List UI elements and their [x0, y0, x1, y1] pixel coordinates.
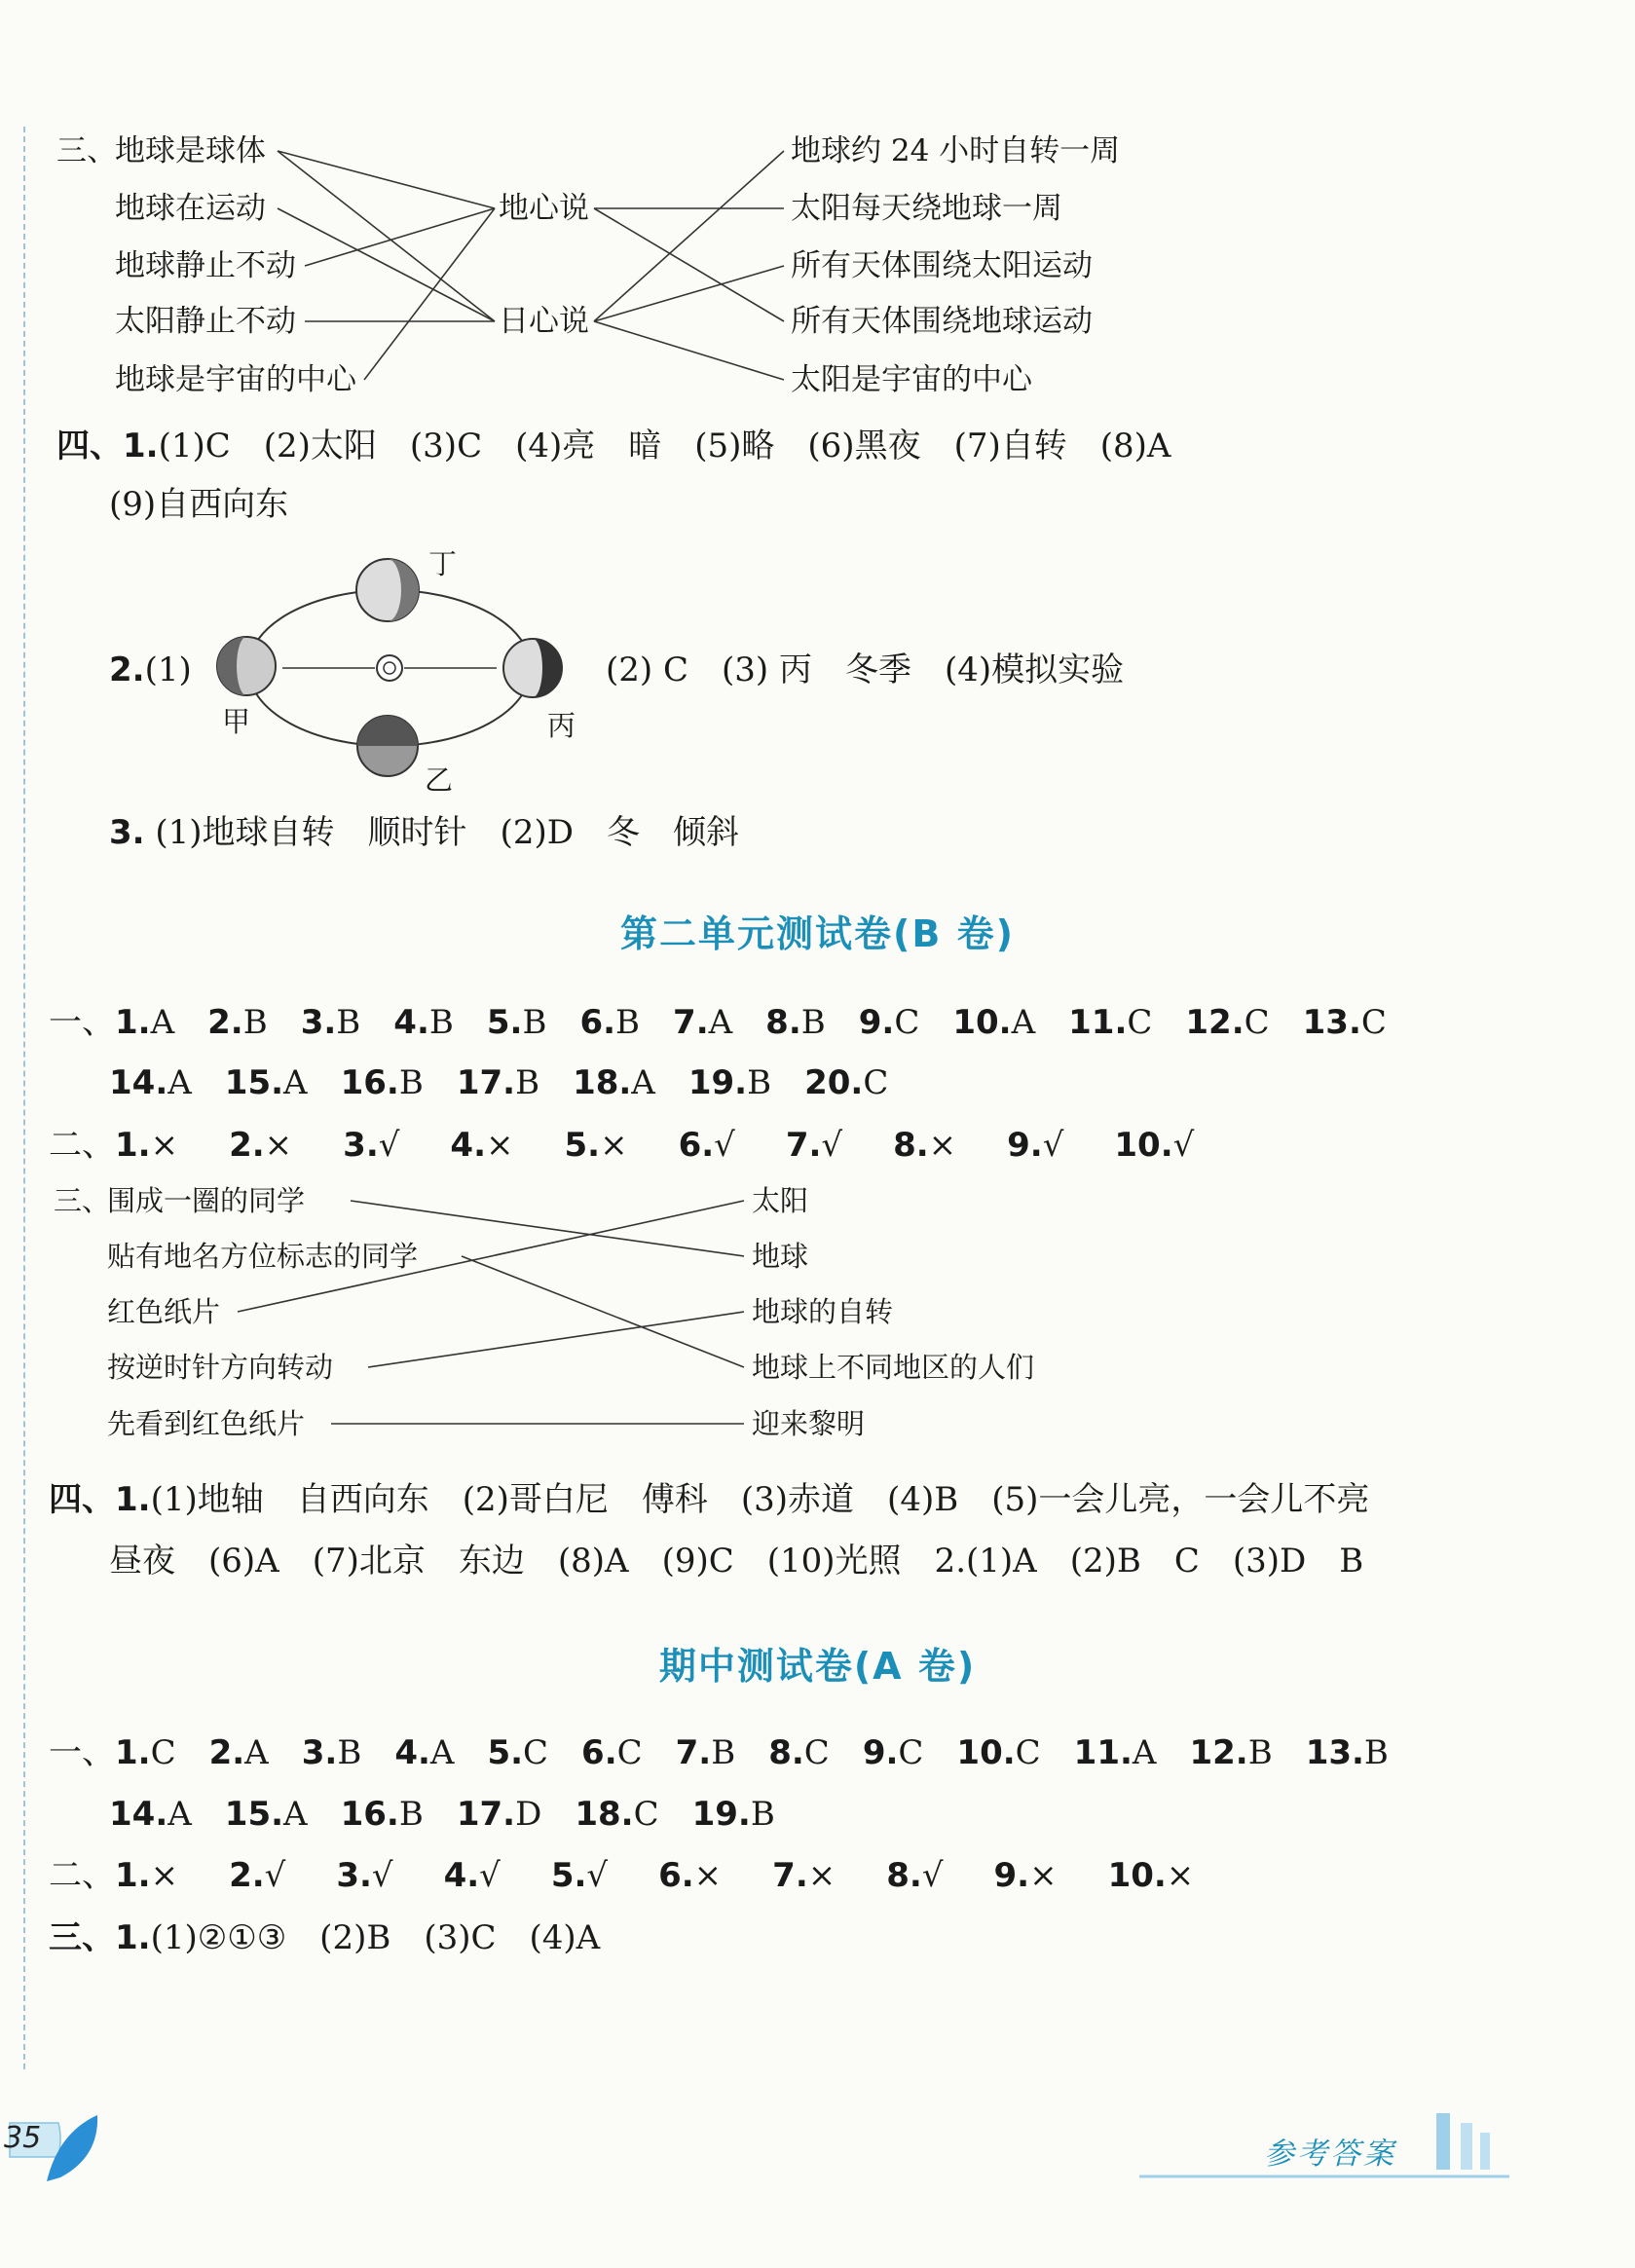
match-left-item: 红色纸片	[107, 1295, 221, 1328]
s3-sec2-row: 二、1.× 2.√ 3.√ 4.√ 5.√ 6.× 7.× 8.√ 9.× 10.×	[49, 1856, 1195, 1895]
match-right-item: 所有天体围绕太阳运动	[791, 248, 1093, 283]
q2-answer: (2) C (3) 丙 冬季 (4)模拟实验	[606, 651, 1125, 689]
earth-orbit-diagram	[217, 559, 562, 776]
answer-item: 2.A	[208, 1733, 269, 1772]
match-line	[278, 151, 495, 208]
match-line	[278, 151, 495, 321]
match-right-item: 地球的自转	[752, 1295, 894, 1328]
match-line	[594, 208, 784, 321]
answer-item: 14.A	[109, 1795, 192, 1834]
answer-item: 1.A	[115, 1003, 175, 1042]
answer-item: 20.C	[804, 1063, 889, 1102]
s2-sec4-line1: 四、1.(1)地轴 自西向东 (2)哥白尼 傅科 (3)赤道 (4)B (5)一会儿亮，一会儿不亮	[49, 1480, 1370, 1519]
q2-label: 2.(1)	[109, 651, 192, 689]
answer-item: 7.×	[772, 1856, 836, 1895]
match-left-item: 贴有地名方位标志的同学	[107, 1240, 419, 1273]
answer-item: 9.×	[993, 1856, 1058, 1895]
page-number: 35	[4, 2121, 42, 2155]
answer-item: 19.B	[691, 1795, 775, 1834]
answer-item: 3.√	[343, 1126, 400, 1165]
answer-item: 9.√	[1007, 1126, 1064, 1165]
answer-item: 3.B	[301, 1733, 362, 1772]
answer-item: 6.×	[658, 1856, 723, 1895]
match-right-item: 地球上不同地区的人们	[752, 1351, 1035, 1384]
orbit-label-yi: 乙	[425, 763, 454, 797]
match-line	[594, 151, 784, 321]
answer-item: 5.×	[564, 1126, 628, 1165]
answer-item: 2.√	[229, 1856, 286, 1895]
answer-item: 16.B	[340, 1063, 424, 1102]
answer-item: 7.B	[675, 1733, 736, 1772]
section-title-unit2-b: 第二单元测试卷(B 卷)	[620, 912, 1015, 955]
answer-item: 10.×	[1107, 1856, 1195, 1895]
answer-item: 4.√	[443, 1856, 501, 1895]
orbit-label-bing: 丙	[547, 709, 576, 742]
answer-item: 11.C	[1068, 1003, 1153, 1042]
answer-item: 6.B	[579, 1003, 641, 1042]
match-line	[462, 1256, 744, 1367]
answer-item: 8.×	[893, 1126, 957, 1165]
s2-sec1-row2	[109, 1063, 888, 1102]
answer-item: 8.√	[886, 1856, 944, 1895]
answer-item: 4.B	[393, 1003, 454, 1042]
s3-sec3-line: 三、1.(1)②①③ (2)B (3)C (4)A	[49, 1918, 601, 1957]
answer-item: 9.C	[862, 1733, 924, 1772]
sun-icon	[377, 655, 402, 681]
answer-item: 6.√	[678, 1126, 735, 1165]
answer-item: 3.√	[336, 1856, 393, 1895]
match-left-item: 围成一圈的同学	[107, 1184, 306, 1217]
s2-sec3-label: 三、	[54, 1184, 111, 1217]
match-right-item: 太阳每天绕地球一周	[791, 191, 1062, 226]
match-right-item: 迎来黎明	[752, 1407, 866, 1440]
footer-label: 参考答案	[1264, 2137, 1396, 2172]
match-left-item: 地球是球体	[115, 133, 266, 168]
answer-item: 2.×	[229, 1126, 293, 1165]
match-left-item: 地球在运动	[115, 191, 266, 226]
answer-item: 9.C	[858, 1003, 920, 1042]
answer-item: 7.A	[673, 1003, 733, 1042]
answer-item: 19.B	[687, 1063, 772, 1102]
answer-item: 10.A	[952, 1003, 1036, 1042]
answer-item: 10.C	[956, 1733, 1041, 1772]
match-left-item: 地球静止不动	[115, 248, 296, 283]
answer-item: 14.A	[109, 1063, 192, 1102]
answer-item: 17.D	[456, 1795, 542, 1834]
answer-item: 1.×	[115, 1126, 179, 1165]
match-left-item: 按逆时针方向转动	[107, 1351, 334, 1384]
answer-item: 15.A	[224, 1063, 308, 1102]
match-mid-item: 日心说	[499, 304, 589, 339]
answer-item: 18.A	[573, 1063, 655, 1102]
match-line	[594, 321, 784, 380]
answer-item: 2.B	[207, 1003, 268, 1042]
sec4-line2: (9)自西向东	[109, 485, 289, 524]
s3-sec1-row2	[109, 1795, 775, 1834]
answer-item: 5.√	[550, 1856, 609, 1895]
answer-item: 12.C	[1185, 1003, 1270, 1042]
answer-item: 13.B	[1305, 1733, 1389, 1772]
orbit-label-jia: 甲	[222, 705, 251, 738]
answer-item: 4.A	[394, 1733, 455, 1772]
answer-item: 6.C	[581, 1733, 643, 1772]
match-right-item: 太阳	[752, 1184, 809, 1217]
match-left-item: 先看到红色纸片	[107, 1407, 306, 1440]
match-line	[368, 1312, 744, 1367]
answer-item: 8.C	[768, 1733, 830, 1772]
match-right-item: 所有天体围绕地球运动	[791, 304, 1093, 339]
s2-sec4-line2: 昼夜 (6)A (7)北京 东边 (8)A (9)C (10)光照 2.(1)A (2)B C (3)D B	[109, 1542, 1364, 1580]
q3-line: 3. (1)地球自转 顺时针 (2)D 冬 倾斜	[109, 813, 739, 852]
s3-sec1-row1: 一、1.C 2.A 3.B 4.A 5.C 6.C 7.B 8.C 9.C 10.C 11.A 12.B 13.B	[49, 1733, 1389, 1772]
answer-item: 10.√	[1114, 1126, 1195, 1165]
answer-item: 11.A	[1073, 1733, 1157, 1772]
answer-item: 16.B	[340, 1795, 424, 1834]
answer-item: 15.A	[224, 1795, 308, 1834]
orbit-label-ding: 丁	[428, 547, 458, 580]
answer-item: 5.B	[486, 1003, 547, 1042]
match-left-item: 太阳静止不动	[115, 304, 296, 339]
section-title-midterm-a: 期中测试卷(A 卷)	[658, 1645, 977, 1688]
answer-item: 5.C	[487, 1733, 549, 1772]
match-right-item: 地球	[752, 1240, 809, 1273]
answer-item: 13.C	[1302, 1003, 1387, 1042]
answer-item: 18.C	[575, 1795, 659, 1834]
answer-item: 7.√	[785, 1126, 843, 1165]
answer-item: 1.×	[115, 1856, 179, 1895]
answer-item: 3.B	[300, 1003, 361, 1042]
s2-sec2-row: 二、1.× 2.× 3.√ 4.× 5.× 6.√ 7.√ 8.× 9.√ 10.√	[49, 1126, 1195, 1165]
sec3-label: 三、	[56, 133, 117, 168]
match-line	[594, 266, 784, 321]
match-right-item: 地球约 24 小时自转一周	[791, 133, 1121, 168]
match-left-item: 地球是宇宙的中心	[115, 362, 356, 397]
answer-item: 17.B	[456, 1063, 540, 1102]
answer-item: 1.C	[115, 1733, 176, 1772]
answer-item: 4.×	[450, 1126, 514, 1165]
match-right-item: 太阳是宇宙的中心	[791, 362, 1032, 397]
answer-item: 8.B	[765, 1003, 826, 1042]
s2-sec1-row1: 一、1.A 2.B 3.B 4.B 5.B 6.B 7.A 8.B 9.C 10.A 11.C 12.C 13.C	[49, 1003, 1387, 1042]
sec4-line1: 四、1.(1)C (2)太阳 (3)C (4)亮 暗 (5)略 (6)黑夜 (7)自转 (8)A	[56, 427, 1171, 465]
match-mid-item: 地心说	[499, 191, 589, 226]
answer-item: 12.B	[1189, 1733, 1273, 1772]
